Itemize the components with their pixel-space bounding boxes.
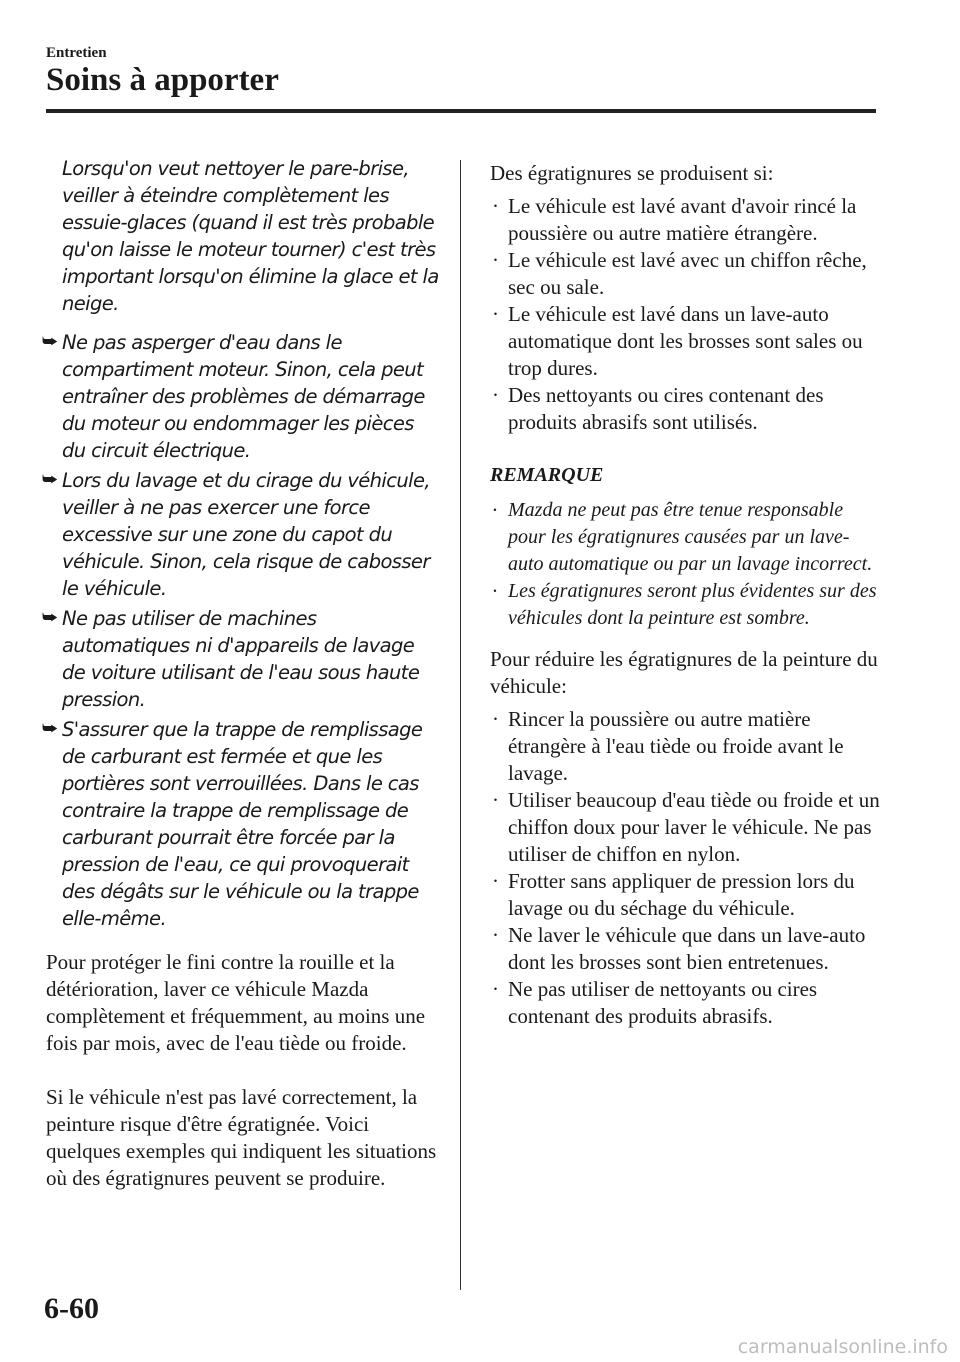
scratch-causes-list xyxy=(490,193,882,436)
caution-item xyxy=(42,467,440,602)
arrow-bullet-icon: ⮩ xyxy=(42,332,58,352)
bullet-dot-icon: · xyxy=(492,579,498,603)
list-item: · Frotter sans appliquer de pression lors du lavage ou du séchage du véhicule. xyxy=(492,869,855,920)
column-divider xyxy=(460,160,461,1290)
list-item: · Le véhicule est lavé avec un chiffon rêche, sec ou sale. xyxy=(492,248,867,299)
bullet-dot-icon: · xyxy=(492,788,499,812)
list-item: · Ne laver le véhicule que dans un lave-auto dont les brosses sont bien entretenues. xyxy=(492,923,866,974)
note-list xyxy=(490,497,882,632)
caution-item-text: Ne pas asperger d'eau dans le compartiment moteur. Sinon, cela peut entraîner des problèmes de démarrage du moteur ou endommager les pièces du circuit électrique. xyxy=(62,331,425,462)
arrow-bullet-icon: ⮩ xyxy=(42,719,58,739)
list-item: · Utiliser beaucoup d'eau tiède ou froide et un chiffon doux pour laver le véhicule. Ne pas utiliser de chiffon en nylon. xyxy=(492,788,880,866)
caution-item xyxy=(42,716,440,932)
arrow-bullet-icon: ⮩ xyxy=(42,470,58,490)
right-column xyxy=(490,160,882,1030)
caution-item xyxy=(42,329,440,464)
bullet-dot-icon: · xyxy=(492,923,499,947)
page-number: 6-60 xyxy=(44,1292,99,1325)
bullet-dot-icon: · xyxy=(492,498,498,522)
title-divider xyxy=(46,109,876,113)
left-column xyxy=(42,155,440,1192)
section-label: Entretien xyxy=(46,45,107,61)
scratch-warning-paragraph: Si le véhicule n'est pas lavé correctement, la peinture risque d'être égratignée. Voici quelques exemples qui indiquent les situations où des égratignures peuvent se produire. xyxy=(46,1085,437,1190)
caution-item-text: S'assurer que la trappe de remplissage de carburant est fermée et que les portières sont verrouillées. Dans le cas contraire la trappe de remplissage de carburant pourrait être forcée par la pression de l'eau, ce qui provoquerait des dégâts sur le véhicule ou la trappe elle-même. xyxy=(62,718,423,930)
bullet-dot-icon: · xyxy=(492,194,499,218)
note-item: · Les égratignures seront plus évidentes sur des véhicules dont la peinture est sombre. xyxy=(492,579,877,629)
list-item: · Des nettoyants ou cires contenant des produits abrasifs sont utilisés. xyxy=(492,383,824,434)
list-item: · Le véhicule est lavé dans un lave-auto automatique dont les brosses sont sales ou trop dures. xyxy=(492,302,863,380)
tips-list xyxy=(490,706,882,1030)
scratch-causes-intro: Des égratignures se produisent si: xyxy=(490,161,774,185)
rust-protection-paragraph: Pour protéger le fini contre la rouille et la détérioration, laver ce véhicule Mazda complètement et fréquemment, au moins une fois par mois, avec de l'eau tiède ou froide. xyxy=(46,950,426,1055)
bullet-dot-icon: · xyxy=(492,977,499,1001)
list-item: · Le véhicule est lavé avant d'avoir rincé la poussière ou autre matière étrangère. xyxy=(492,194,857,245)
bullet-dot-icon: · xyxy=(492,383,499,407)
page-title: Soins à apporter xyxy=(46,62,279,98)
caution-item xyxy=(42,605,440,713)
reduce-scratches-intro: Pour réduire les égratignures de la peinture du véhicule: xyxy=(490,647,878,698)
watermark: carmanualsonline.info xyxy=(737,1336,948,1358)
caution-item-text: Ne pas utiliser de machines automatiques ni d'appareils de lavage de voiture utilisant de l'eau sous haute pression. xyxy=(62,607,420,711)
list-item: · Ne pas utiliser de nettoyants ou cires contenant des produits abrasifs. xyxy=(492,977,818,1028)
bullet-dot-icon: · xyxy=(492,869,499,893)
caution-intro: Lorsqu'on veut nettoyer le pare-brise, veiller à éteindre complètement les essuie-glaces (quand il est très probable qu'on laisse le moteur tourner) c'est très important lorsqu'on élimine la glace et la neige. xyxy=(62,157,439,315)
note-item: · Mazda ne peut pas être tenue responsable pour les égratignures causées par un lave-auto automatique ou par un lavage incorrect. xyxy=(492,498,873,575)
bullet-dot-icon: · xyxy=(492,248,499,272)
caution-item-text: Lors du lavage et du cirage du véhicule, veiller à ne pas exercer une force excessive sur une zone du capot du véhicule. Sinon, cela risque de cabosser le véhicule. xyxy=(62,469,430,600)
bullet-dot-icon: · xyxy=(492,707,499,731)
list-item: · Rincer la poussière ou autre matière étrangère à l'eau tiède ou froide avant le lavage. xyxy=(492,707,844,785)
arrow-bullet-icon: ⮩ xyxy=(42,608,58,628)
note-heading: REMARQUE xyxy=(490,464,604,486)
bullet-dot-icon: · xyxy=(492,302,499,326)
